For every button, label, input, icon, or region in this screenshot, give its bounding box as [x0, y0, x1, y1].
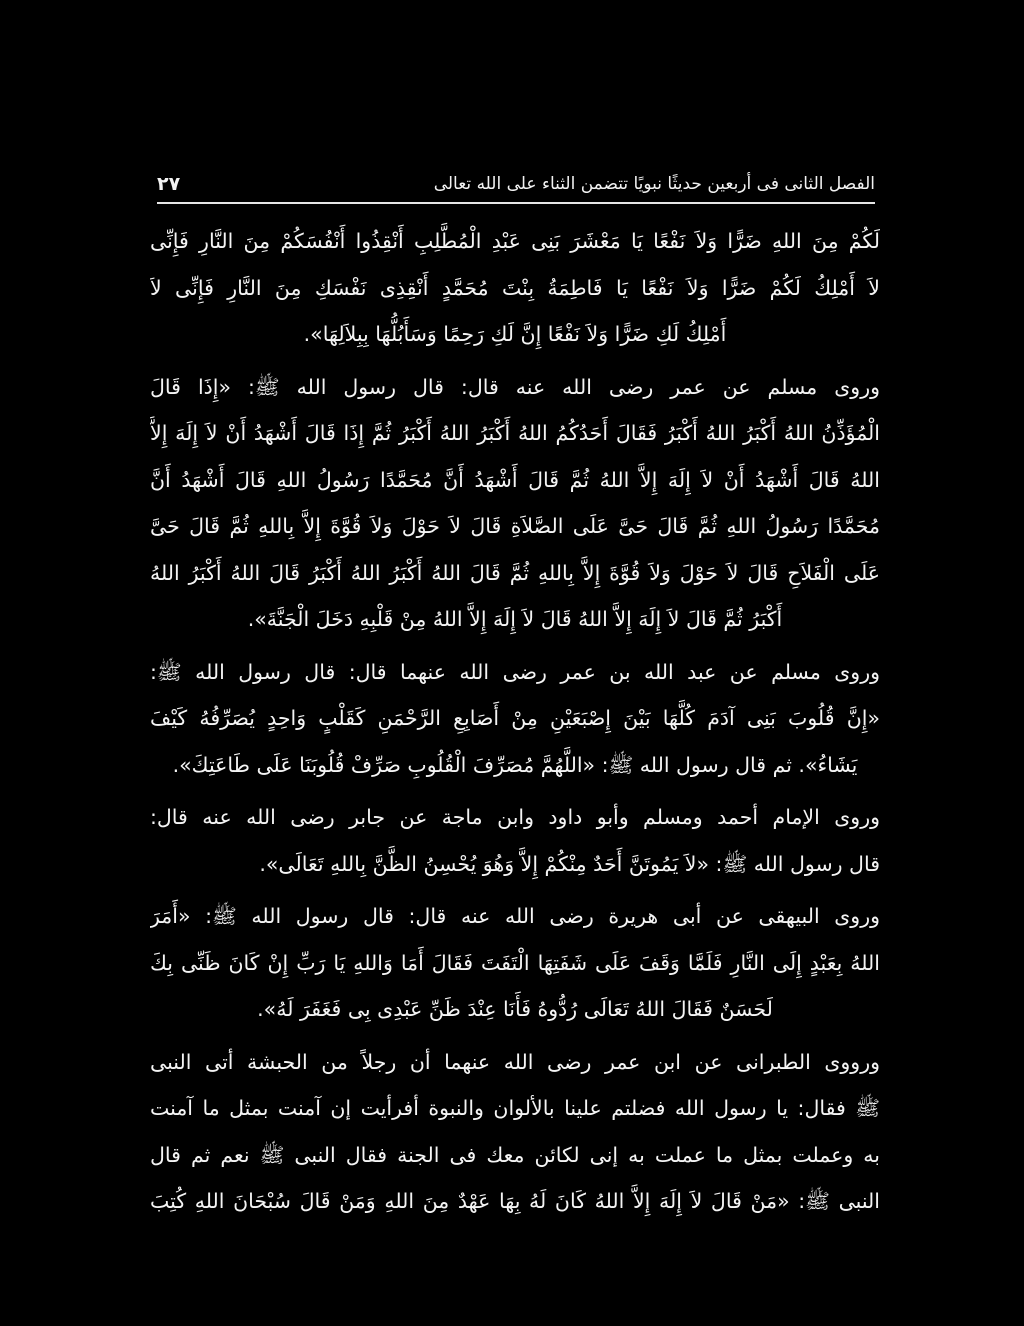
paragraph-6	[150, 1039, 880, 1225]
text-line: لَكُمْ مِنَ اللهِ ضَرًّا وَلاَ نَفْعًا يَا مَعْشَرَ بَنِى عَبْدِ الْمُطَّلِبِ أَنْقِذُوا أَنْفُسَكُمْ مِنَ النَّارِ فَإِنِّى	[150, 229, 880, 253]
text-line: لَحَسَنٌ فَقَالَ اللهُ تَعَالَى رُدُّوهُ فَأَنَا عِنْدَ ظَنِّ عَبْدِى بِى فَغَفَرَ لَهُ».	[257, 997, 773, 1021]
text-line: وروى الإمام أحمد ومسلم وأبو داود وابن ماجة عن جابر رضى الله عنه قال:	[150, 805, 880, 829]
text-line: اللهُ بِعَبْدٍ إِلَى النَّارِ فَلَمَّا وَقَفَ عَلَى شَفَتِهَا الْتَفَتَ فَقَالَ أَمَا وَاللهِ يَا رَبِّ إِنْ كَانَ ظَنِّى بِكَ	[150, 950, 880, 975]
text-line: قال رسول الله ﷺ: «لاَ يَمُوتَنَّ أَحَدٌ مِنْكُمْ إِلاَّ وَهُوَ يُحْسِنُ الظَّنَّ بِاللهِ تَعَالَى».	[259, 851, 880, 876]
text-line: عَلَى الْفَلاَحِ قَالَ لاَ حَوْلَ وَلاَ قُوَّةَ إِلاَّ بِاللهِ ثُمَّ قَالَ اللهُ أَكْبَرُ اللهُ أَكْبَرُ قَالَ اللهُ أَكْبَرُ اللهُ	[150, 560, 880, 585]
paragraph-5	[150, 893, 880, 1033]
text-line: مُحَمَّدًا رَسُولُ اللهِ ثُمَّ قَالَ حَىَّ عَلَى الصَّلاَةِ قَالَ لاَ حَوْلَ وَلاَ قُوَّةَ إِلاَّ بِاللهِ ثُمَّ قَالَ حَىَّ	[150, 514, 880, 538]
text-line: وروى البيهقى عن أبى هريرة رضى الله عنه قال: قال رسول الله ﷺ: «أَمَرَ	[150, 904, 880, 928]
text-line: «إِنَّ قُلُوبَ بَنِى آدَمَ كُلَّهَا بَيْنَ إِصْبَعَيْنِ مِنْ أَصَابِعِ الرَّحْمَنِ كَقَلْبٍ وَاحِدٍ يُصَرِّفُهُ كَيْفَ	[150, 706, 880, 730]
running-title: الفصل الثانى فى أربعين حديثًا نبويًا تتضمن الثناء على الله تعالى	[433, 174, 875, 194]
text-line: يَشَاءُ». ثم قال رسول الله ﷺ: «اللَّهُمَّ مُصَرِّفَ الْقُلُوبِ صَرِّفْ قُلُوبَنَا عَلَى طَاعَتِكَ».	[172, 752, 858, 777]
text-line: وروى مسلم عن عبد الله بن عمر رضى الله عنهما قال: قال رسول الله ﷺ:	[150, 659, 880, 684]
text-line: النبى ﷺ: «مَنْ قَالَ لاَ إِلَهَ إِلاَّ اللهُ كَانَ لَهُ بِهَا عَهْدٌ مِنَ اللهِ وَمَنْ قَالَ سُبْحَانَ اللهِ كُتِبَ	[150, 1189, 880, 1213]
text-line: اللهُ قَالَ أَشْهَدُ أَنْ لاَ إِلَهَ إِلاَّ اللهُ ثُمَّ قَالَ أَشْهَدُ أَنَّ مُحَمَّدًا رَسُولُ اللهِ قَالَ أَشْهَدُ أَنَّ	[150, 467, 880, 492]
text-line: الْمُؤَذِّنُ اللهُ أَكْبَرُ اللهُ أَكْبَرُ فَقَالَ أَحَدُكُمُ اللهُ أَكْبَرُ اللهُ أَكْبَرُ ثُمَّ إِذَا قَالَ أَشْهَدُ أَنْ لاَ إِلَهَ إِلاَّ	[150, 421, 880, 445]
text-line: وروى مسلم عن عمر رضى الله عنه قال: قال رسول الله ﷺ: «إِذَا قَالَ	[150, 374, 880, 399]
page-header	[157, 168, 875, 200]
text-line: ﷺ فقال: يا رسول الله فضلتم علينا بالألوان والنبوة أفرأيت إن آمنت بمثل ما آمنت	[150, 1096, 880, 1120]
body-text	[150, 218, 880, 1231]
text-line: لاَ أَمْلِكُ لَكُمْ ضَرًّا وَلاَ نَفْعًا يَا فَاطِمَةُ بِنْتَ مُحَمَّدٍ أَنْقِذِى نَفْسَكِ مِنَ النَّارِ فَإِنِّى لاَ	[150, 275, 880, 300]
paragraph-3	[150, 649, 880, 789]
page-number: ٢٧	[157, 173, 181, 195]
text-line: ورووى الطبرانى عن ابن عمر رضى الله عنهما أن رجلاً من الحبشة أتى النبى	[150, 1049, 880, 1074]
text-line: به وعملت بمثل ما عملت به إنى لكائن معك فى الجنة فقال النبى ﷺ نعم ثم قال	[150, 1142, 880, 1167]
paragraph-1	[150, 218, 880, 358]
text-line: أَكْبَرُ ثُمَّ قَالَ لاَ إِلَهَ إِلاَّ اللهُ قَالَ لاَ إِلَهَ إِلاَّ اللهُ مِنْ قَلْبِهِ دَخَلَ الْجَنَّةَ».	[247, 607, 783, 631]
paragraph-2	[150, 364, 880, 643]
header-divider	[157, 202, 875, 204]
text-line: أَمْلِكُ لَكِ ضَرًّا وَلاَ نَفْعًا إِنَّ لَكِ رَحِمًا وَسَأَبُلُّهَا بِبِلاَلِهَا».	[303, 322, 727, 346]
paragraph-4	[150, 794, 880, 887]
